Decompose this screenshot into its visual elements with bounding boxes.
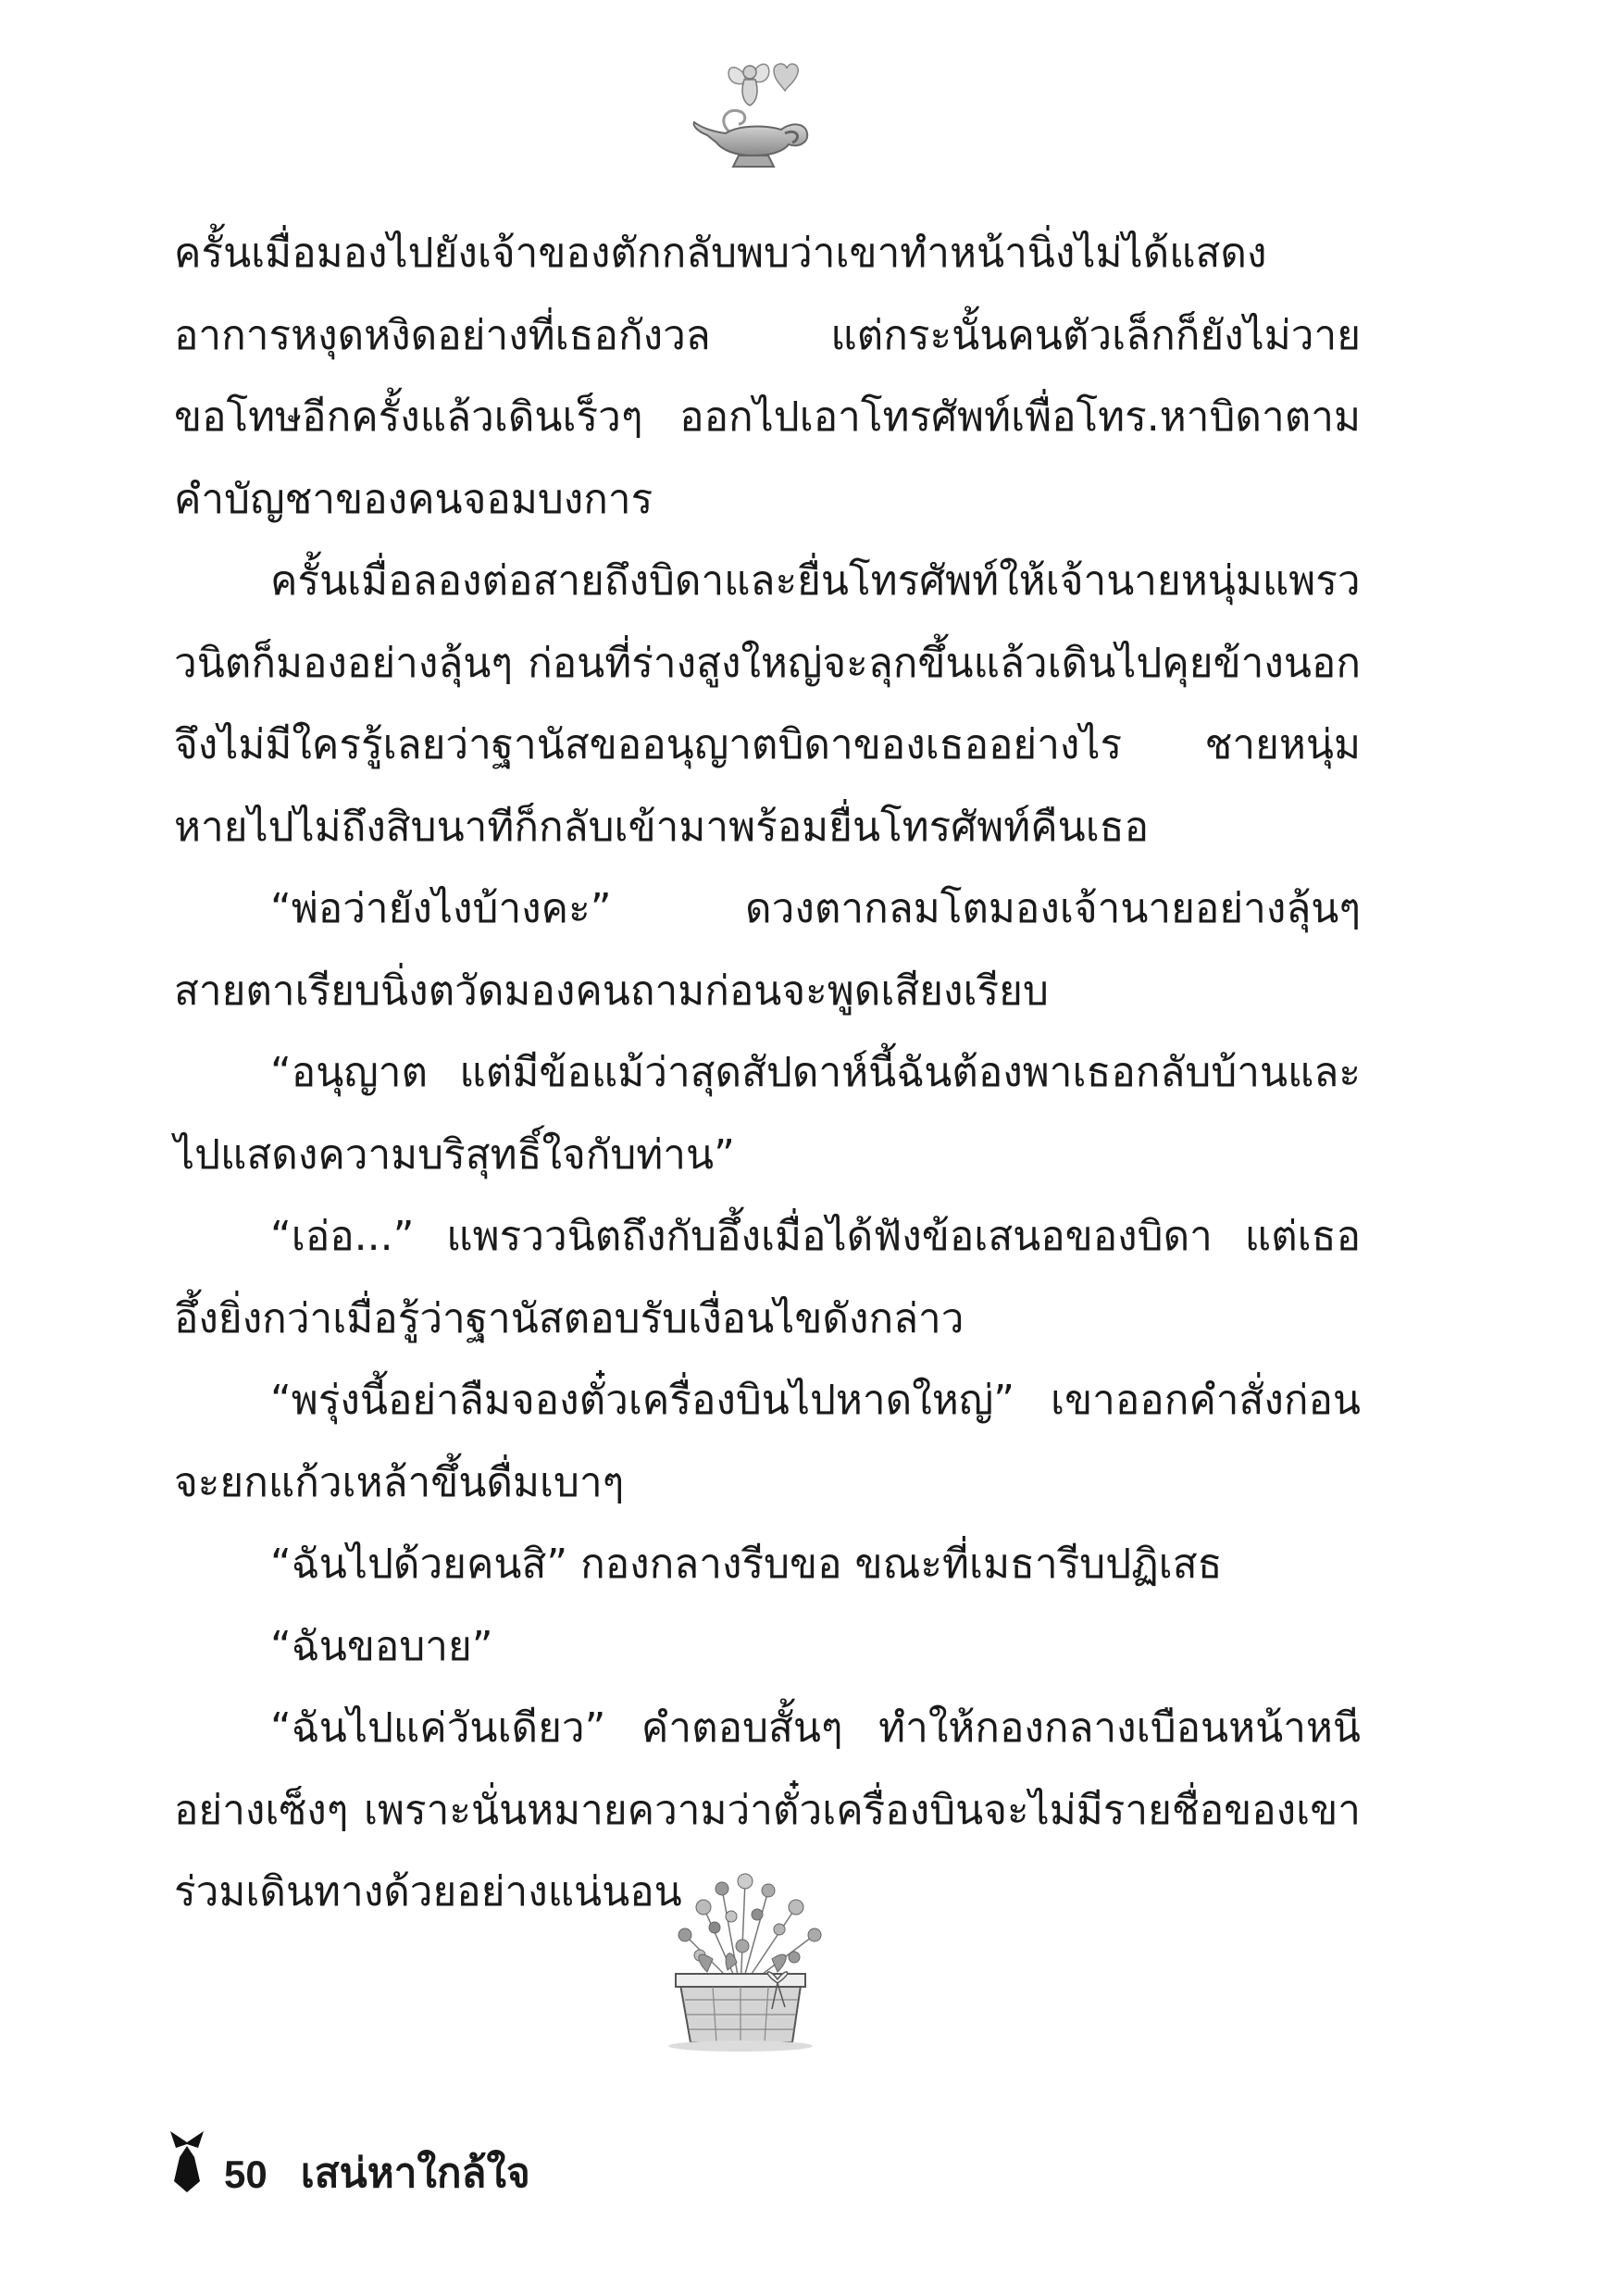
genie-lamp-cupid-icon <box>689 54 818 174</box>
paragraph: “ฉันขอบาย” <box>270 1622 493 1670</box>
paragraph: “พ่อว่ายังไงบ้างคะ” ดวงตากลมโตมองเจ้านายอย่างลุ้นๆ สายตาเรียบนิ่งตวัดมองคนถามก่อนจะพูดเสียงเรียบ <box>174 885 1361 1015</box>
paragraph: “อนุญาต แต่มีข้อแม้ว่าสุดสัปดาห์นี้ฉันต้องพาเธอกลับบ้านและไปแสดงความบริสุทธิ์ใจกับท่าน” <box>174 1049 1361 1179</box>
paragraph: ครั้นเมื่อมองไปยังเจ้าของตักกลับพบว่าเขาทำหน้านิ่งไม่ได้แสดงอาการหงุดหงิดอย่างที่เธอกังวล แต่กระนั้นคนตัวเล็กก็ยังไม่วายขอโทษอีกครั้งแล้วเดินเร็วๆ ออกไปเอาโทรศัพท์เพื่อโทร.หาบิดาตามคำบัญชาของคนจอมบงการ <box>174 230 1361 523</box>
body-text <box>174 213 1361 1934</box>
paragraph: “พรุ่งนี้อย่าลืมจองตั๋วเครื่องบินไปหาดใหญ่” เขาออกคำสั่งก่อนจะยกแก้วเหล้าขึ้นดื่มเบาๆ <box>174 1377 1361 1506</box>
paragraph: “ฉันไปด้วยคนสิ” กองกลางรีบขอ ขณะที่เมธารีบปฏิเสธ <box>270 1541 1223 1588</box>
bow-tie-icon <box>168 2129 205 2194</box>
flower-basket-icon <box>639 1870 842 2055</box>
paragraph: “ฉันไปแค่วันเดียว” คำตอบสั้นๆ ทำให้กองกลางเบือนหน้าหนีอย่างเซ็งๆ เพราะนั่นหมายความว่าตั๋วเครื่องบินจะไม่มีรายชื่อของเขาร่วมเดินทางด้วยอย่างแน่นอน <box>174 1704 1361 1915</box>
paragraph: ครั้นเมื่อลองต่อสายถึงบิดาและยื่นโทรศัพท์ให้เจ้านายหนุ่มแพรววนิตก็มองอย่างลุ้นๆ ก่อนที่ร่างสูงใหญ่จะลุกขึ้นแล้วเดินไปคุยข้างนอกจึงไม่มีใครรู้เลยว่าฐานัสขออนุญาตบิดาของเธออย่างไร ชายหนุ่มหายไปไม่ถึงสิบนาทีก็กลับเข้ามาพร้อมยื่นโทรศัพท์คืนเธอ <box>174 557 1361 851</box>
book-title: เสน่หาใกล้ใจ <box>300 2150 530 2197</box>
page-footer <box>168 2129 530 2197</box>
paragraph: “เอ่อ...” แพรววนิตถึงกับอึ้งเมื่อได้ฟังข้อเสนอของบิดา แต่เธออึ้งยิ่งกว่าเมื่อรู้ว่าฐานัสตอบรับเงื่อนไขดังกล่าว <box>174 1213 1361 1342</box>
page-number: 50 <box>224 2152 268 2196</box>
